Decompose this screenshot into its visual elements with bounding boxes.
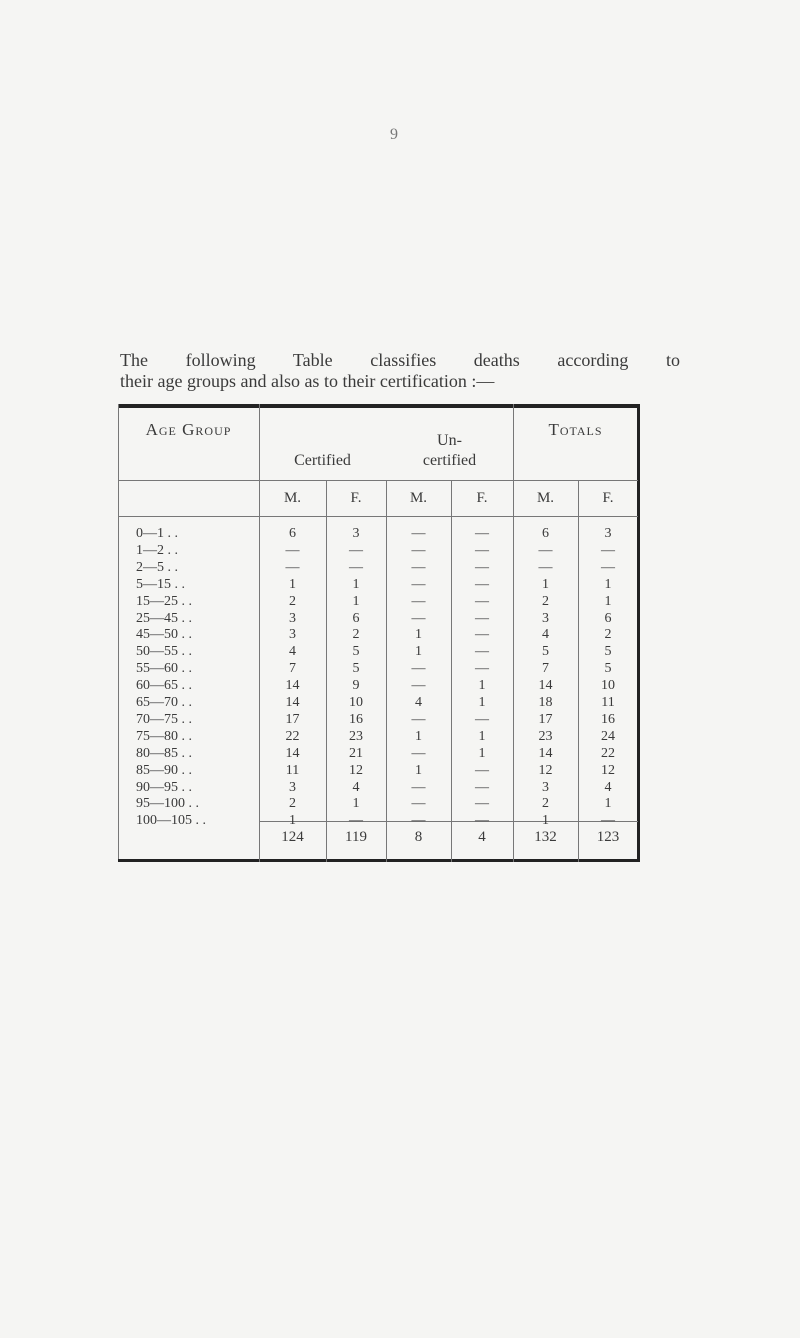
total-uncertified-f: 4 <box>478 829 486 845</box>
intro-line-1: The following Table classifies deaths according to <box>120 350 680 370</box>
table-row <box>118 560 638 576</box>
cell-uf: 1 <box>478 695 486 710</box>
cell-um: — <box>411 593 426 609</box>
age-group-cell: 85—90 . . <box>136 762 192 778</box>
subheader-certified-m: M. <box>283 490 302 506</box>
age-group-cell: 95—100 . . <box>136 796 199 812</box>
subheader-totals-f: F. <box>602 490 614 506</box>
cell-uf: — <box>475 644 489 660</box>
table-row <box>118 678 638 694</box>
table-row <box>118 661 638 677</box>
table-top-rule <box>118 404 640 408</box>
table-row <box>118 594 638 610</box>
cell-tf: 22 <box>601 745 615 761</box>
age-group-cell: 75—80 . . <box>136 728 192 744</box>
cell-um: — <box>411 813 426 829</box>
cell-cf: 12 <box>349 762 363 778</box>
cell-cm: — <box>285 542 300 558</box>
age-group-cell: 2—5 . . <box>136 559 178 575</box>
cell-um: 1 <box>415 644 422 660</box>
cell-um: — <box>411 779 426 795</box>
subheader-certified-f: F. <box>350 490 362 506</box>
table-row <box>118 763 638 779</box>
cell-cm: 3 <box>289 610 296 626</box>
age-group-cell: 5—15 . . <box>136 576 185 592</box>
cell-tf: — <box>601 813 615 829</box>
cell-tf: 11 <box>601 695 615 710</box>
cell-tm: 4 <box>542 627 549 643</box>
cell-uf: — <box>475 813 489 829</box>
cell-tm: 6 <box>542 526 549 541</box>
cell-cm: 6 <box>289 526 296 541</box>
cell-tf: 12 <box>601 762 615 778</box>
cell-uf: — <box>475 627 489 643</box>
intro-paragraph <box>120 350 680 392</box>
table-row <box>118 746 638 762</box>
cell-um: — <box>411 526 426 541</box>
cell-cf: — <box>349 559 363 575</box>
cell-uf: — <box>475 576 489 592</box>
cell-tm: 2 <box>542 593 549 609</box>
cell-tf: — <box>601 542 615 558</box>
table-row <box>118 712 638 728</box>
cell-uf: — <box>475 593 489 609</box>
age-group-cell: 100—105 . . <box>136 813 206 829</box>
cell-uf: — <box>475 661 489 677</box>
cell-cm: 14 <box>285 745 300 761</box>
cell-um: — <box>411 542 426 558</box>
cell-tm: 1 <box>542 813 549 829</box>
cell-um: — <box>411 610 426 626</box>
cell-cm: 4 <box>289 644 296 660</box>
table-row <box>118 813 638 829</box>
cell-cm: 3 <box>289 627 296 643</box>
cell-cm: — <box>285 559 300 575</box>
cell-tm: 12 <box>538 762 553 778</box>
cell-cm: 1 <box>289 576 296 592</box>
cell-tf: — <box>601 559 615 575</box>
table-row <box>118 644 638 660</box>
cell-tf: 16 <box>601 711 615 727</box>
cell-cf: 21 <box>349 745 363 761</box>
cell-cf: 16 <box>349 711 363 727</box>
header-uncertified-2: certified <box>422 452 477 469</box>
cell-tf: 6 <box>604 610 612 626</box>
cell-cf: 4 <box>352 779 360 795</box>
cell-uf: — <box>475 526 489 541</box>
cell-tm: 3 <box>542 779 549 795</box>
age-group-cell: 55—60 . . <box>136 661 192 677</box>
age-group-cell: 45—50 . . <box>136 627 192 643</box>
cell-cf: 1 <box>352 796 360 812</box>
cell-um: 1 <box>415 728 422 744</box>
cell-um: — <box>411 559 426 575</box>
cell-tm: — <box>538 559 553 575</box>
cell-tm: 23 <box>538 728 553 744</box>
cell-cf: 10 <box>349 695 363 710</box>
cell-tm: 14 <box>538 745 553 761</box>
cell-tm: 7 <box>542 661 549 677</box>
cell-tf: 2 <box>604 627 612 643</box>
cell-uf: — <box>475 796 489 812</box>
cell-uf: — <box>475 711 489 727</box>
cell-tm: 5 <box>542 644 549 660</box>
total-certified-m: 124 <box>281 829 304 845</box>
cell-cf: 23 <box>349 728 363 744</box>
cell-uf: — <box>475 559 489 575</box>
intro-line-2: their age groups and also as to their certification :— <box>120 371 495 391</box>
subheader-totals-m: M. <box>536 490 555 506</box>
table-bottom-rule <box>118 859 640 862</box>
total-totals-f: 123 <box>596 829 620 845</box>
table-row <box>118 611 638 627</box>
cell-uf: 1 <box>478 678 486 694</box>
cell-cm: 7 <box>289 661 296 677</box>
total-totals-m: 132 <box>534 829 557 845</box>
cell-tm: 1 <box>542 576 549 592</box>
age-group-cell: 0—1 . . <box>136 526 178 541</box>
cell-cf: 1 <box>352 576 360 592</box>
header-uncertified-1: Un- <box>437 432 462 449</box>
cell-tm: — <box>538 542 553 558</box>
cell-cm: 14 <box>285 695 300 710</box>
subheader-uncertified-m: M. <box>409 490 428 506</box>
age-group-cell: 1—2 . . <box>136 542 178 558</box>
cell-uf: — <box>475 542 489 558</box>
table-row <box>118 796 638 812</box>
header-age-group: Age Group <box>145 420 232 439</box>
cell-tm: 14 <box>538 678 553 694</box>
cell-um: 1 <box>415 762 422 778</box>
cell-um: — <box>411 711 426 727</box>
cell-tf: 5 <box>604 661 612 677</box>
cell-cf: 6 <box>352 610 360 626</box>
table-row <box>118 695 638 711</box>
cell-cm: 2 <box>289 796 296 812</box>
cell-um: 1 <box>415 627 422 643</box>
cell-um: — <box>411 576 426 592</box>
cell-cf: — <box>349 813 363 829</box>
header-totals: Totals <box>548 420 603 439</box>
age-group-cell: 65—70 . . <box>136 695 192 710</box>
header-rule <box>118 480 638 481</box>
age-group-cell: 15—25 . . <box>136 593 192 609</box>
cell-cm: 17 <box>285 711 300 727</box>
cell-um: — <box>411 796 426 812</box>
cell-tf: 5 <box>604 644 612 660</box>
age-group-cell: 80—85 . . <box>136 745 192 761</box>
cell-uf: 1 <box>478 728 486 744</box>
cell-uf: 1 <box>478 745 486 761</box>
cell-um: 4 <box>415 695 422 710</box>
cell-um: — <box>411 678 426 694</box>
cell-tm: 17 <box>538 711 553 727</box>
cell-tf: 1 <box>604 576 612 592</box>
total-uncertified-m: 8 <box>414 829 423 845</box>
cell-cf: 3 <box>352 526 360 541</box>
subheader-rule <box>118 516 638 517</box>
cell-uf: — <box>475 779 489 795</box>
cell-tm: 3 <box>542 610 549 626</box>
cell-uf: — <box>475 610 489 626</box>
cell-tm: 2 <box>542 796 549 812</box>
cell-tf: 4 <box>604 779 612 795</box>
table-row <box>118 526 638 542</box>
cell-tf: 1 <box>604 796 612 812</box>
cell-cf: — <box>349 542 363 558</box>
table-row <box>118 780 638 796</box>
cell-uf: — <box>475 762 489 778</box>
cell-cm: 1 <box>289 813 296 829</box>
cell-tf: 10 <box>601 678 615 694</box>
age-group-cell: 50—55 . . <box>136 644 192 660</box>
age-group-cell: 25—45 . . <box>136 610 192 626</box>
age-group-cell: 60—65 . . <box>136 678 192 694</box>
cell-cf: 5 <box>352 644 360 660</box>
total-certified-f: 119 <box>345 829 367 845</box>
page-number: 9 <box>390 126 398 143</box>
cell-tm: 18 <box>538 695 553 710</box>
cell-um: — <box>411 745 426 761</box>
cell-cm: 14 <box>285 678 300 694</box>
table-row <box>118 543 638 559</box>
cell-cf: 5 <box>352 661 360 677</box>
table-row <box>118 577 638 593</box>
cell-tf: 1 <box>604 593 612 609</box>
cell-tf: 3 <box>604 526 612 541</box>
header-certified: Certified <box>294 452 351 469</box>
cell-cm: 22 <box>285 728 300 744</box>
cell-cm: 11 <box>285 762 300 778</box>
table-row <box>118 627 638 643</box>
subheader-uncertified-f: F. <box>476 490 488 506</box>
cell-um: — <box>411 661 426 677</box>
cell-tf: 24 <box>601 728 615 744</box>
age-group-cell: 90—95 . . <box>136 779 192 795</box>
age-group-cell: 70—75 . . <box>136 711 192 727</box>
cell-cf: 9 <box>352 678 360 694</box>
cell-cf: 1 <box>352 593 360 609</box>
table-row <box>118 729 638 745</box>
cell-cm: 3 <box>289 779 296 795</box>
cell-cf: 2 <box>352 627 360 643</box>
cell-cm: 2 <box>289 593 296 609</box>
